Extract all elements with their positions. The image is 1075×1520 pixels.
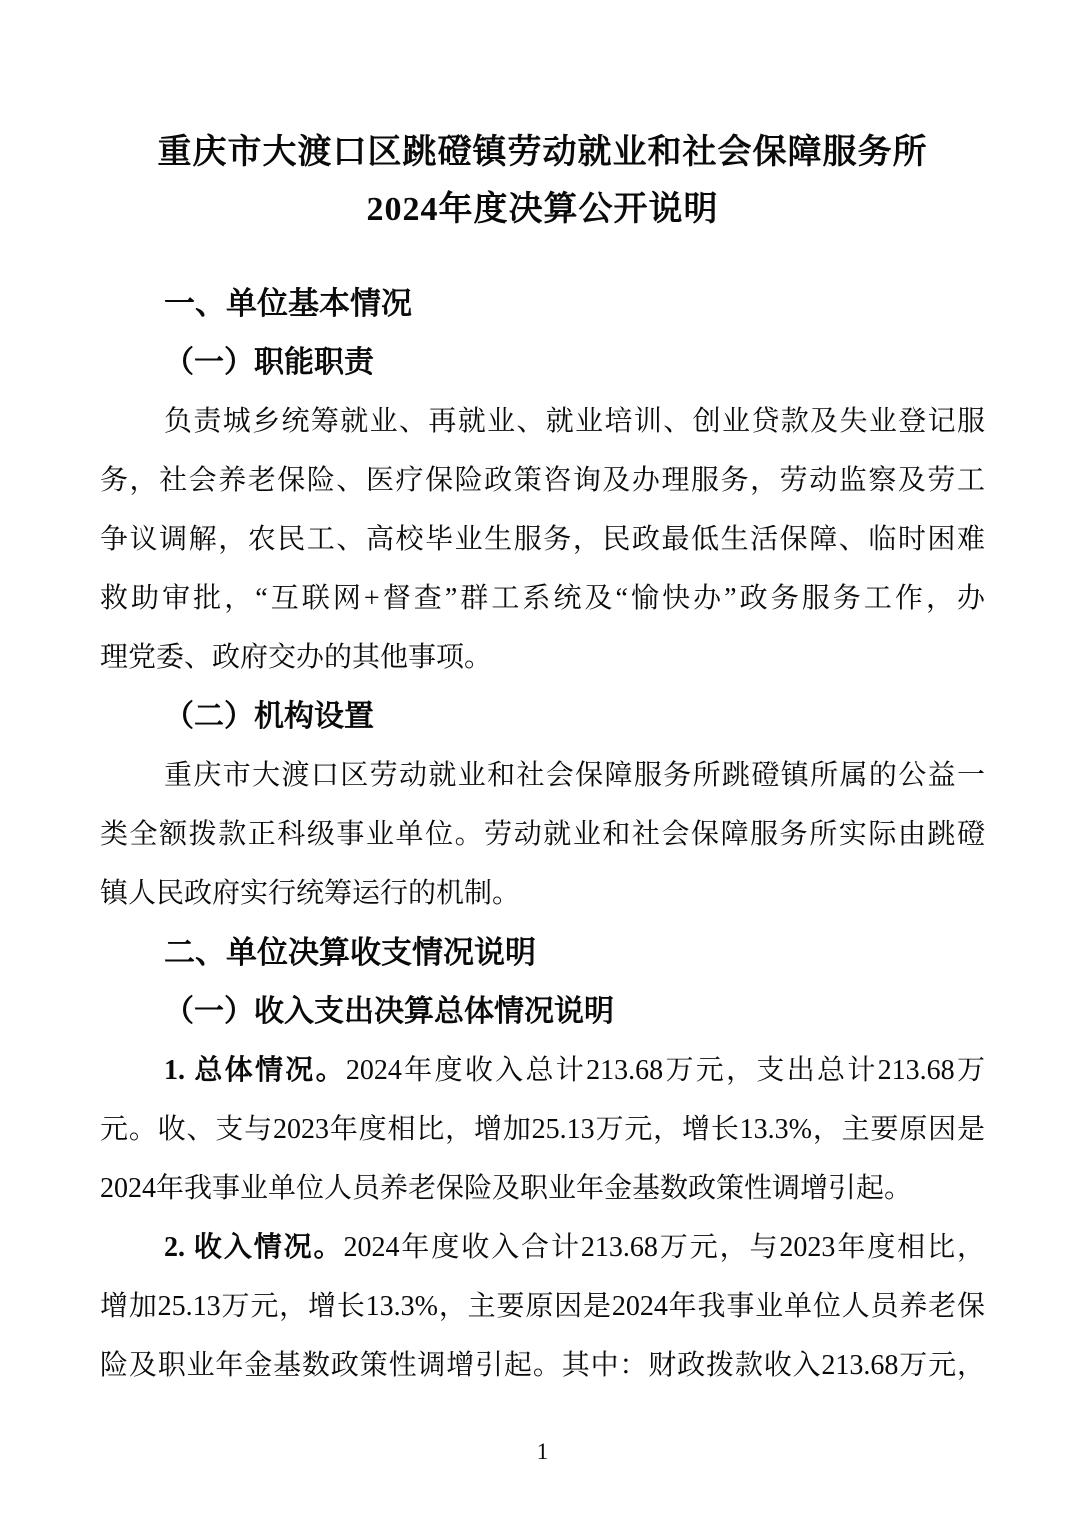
paragraph-line: 务，社会养老保险、医疗保险政策咨询及办理服务，劳动监察及劳工 [100,465,985,496]
paragraph-line: 镇人民政府实行统筹运行的机制。 [100,878,521,909]
paragraph-line: 负责城乡统筹就业、再就业、就业培训、创业贷款及失业登记服 [164,406,985,437]
paragraph-text: 2024年度收入总计213.68万元，支出总计213.68万 [345,1055,985,1086]
subsection-heading-overview: （一）收入支出决算总体情况说明 [164,995,614,1028]
paragraph-line: 争议调解，农民工、高校毕业生服务，民政最低生活保障、临时困难 [100,524,985,555]
paragraph-line: 险及职业年金基数政策性调增引起。其中：财政拨款收入213.68万元， [100,1350,985,1381]
paragraph-line: 增加25.13万元，增长13.3%，主要原因是2024年我事业单位人员养老保 [100,1291,985,1322]
document-title-line-1: 重庆市大渡口区跳磴镇劳动就业和社会保障服务所 [157,134,928,171]
paragraph-line: 重庆市大渡口区劳动就业和社会保障服务所跳磴镇所属的公益一 [164,760,985,791]
document-title [100,124,985,238]
section-heading-basic-info: 一、单位基本情况 [164,286,412,321]
subsection-heading-duties: （一）职能职责 [164,346,374,379]
section-heading-budget: 二、单位决算收支情况说明 [164,935,536,970]
paragraph-text: 2024年度收入合计213.68万元，与2023年度相比， [343,1232,985,1263]
paragraph-line: 救助审批，“互联网+督查”群工系统及“愉快办”政务服务工作，办 [100,583,985,614]
paragraph-line [100,1218,985,1277]
document-title-line-2: 2024年度决算公开说明 [366,191,719,228]
paragraph-line [100,1041,985,1100]
paragraph-line: 类全额拨款正科级事业单位。劳动就业和社会保障服务所实际由跳磴 [100,819,985,850]
paragraph-line: 理党委、政府交办的其他事项。 [100,642,493,673]
subsection-heading-org-setup: （二）机构设置 [164,700,374,733]
document-body [100,274,985,1395]
run-in-label-overall: 1. 总体情况。 [164,1055,346,1086]
paragraph-line: 2024年我事业单位人员养老保险及职业年金基数政策性调增引起。 [100,1173,913,1204]
paragraph-line: 元。收、支与2023年度相比，增加25.13万元，增长13.3%，主要原因是 [100,1114,985,1145]
run-in-label-income: 2. 收入情况。 [164,1232,344,1263]
page-number: 1 [536,1439,549,1464]
